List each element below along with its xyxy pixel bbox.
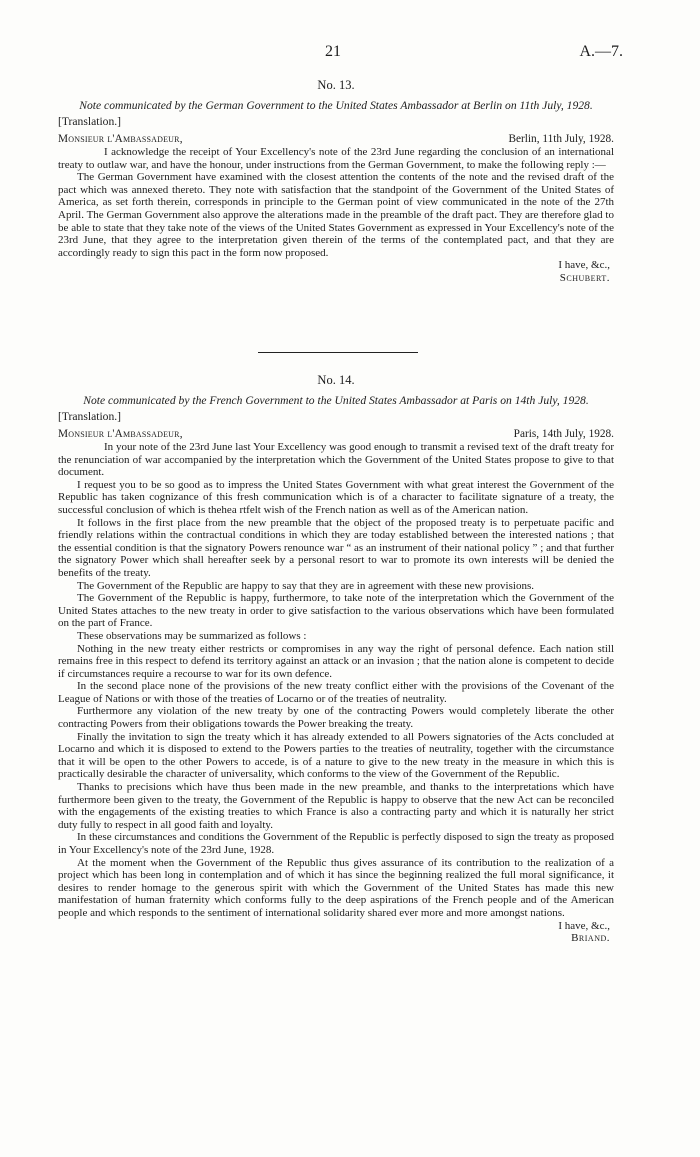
paragraph: The German Government have examined with the closest attention the contents of the note and the revised draft of the pact which was annexed thereto. They note with satisfaction that the standpoint of the Government of the United States of America, as set forth therein, corresponds in principle to the German point of view communicated in the note of the 27th April. The German Government also approve the alterations made in the preamble of the draft pact. They are therefore glad to be able to state that they take note of the views of the United States Government as expressed in Your Excellency's note of the 23rd June, that they agree to the interpretation given therein of the terms of the contemplated pact, and that they are accordingly ready to sign this pact in the form now proposed. (58, 171, 614, 259)
note-intro: Note communicated by the French Government to the United States Ambassador at Paris on 14th July, 1928. (83, 394, 589, 407)
note-no-14 (58, 373, 614, 945)
note-number: No. 13. (317, 78, 355, 92)
section-divider (258, 352, 418, 353)
paragraph: I request you to be so good as to impress the United States Government with what great interest the Government of the Republic has taken cognizance of this fresh communication which is of a character to facilitate signature of a treaty, the successful conclusion of which is thehea rtfelt wish of the French nation as well as of the American nation. (58, 478, 614, 516)
signatory: Briand. (571, 932, 610, 945)
document-reference: A.—7. (579, 43, 623, 60)
note-number: No. 14. (317, 373, 355, 387)
translation-label: [Translation.] (58, 114, 122, 128)
paragraph: I acknowledge the receipt of Your Excellency's note of the 23rd June regarding the conclusion of an international treaty to outlaw war, and have the honour, under instructions from the German Government, to make the following reply :— (58, 146, 614, 171)
paragraph: These observations may be summarized as follows : (77, 629, 307, 642)
paragraph: In the second place none of the provisions of the new treaty conflict either with the provisions of the Covenant of the League of Nations or with those of the treaties of Locarno or of the treaties of neutrality. (58, 680, 614, 705)
note-no-13 (58, 78, 614, 285)
paragraph: Thanks to precisions which have thus been made in the new preamble, and thanks to the interpretations which have furthermore been given to the treaty, the Government of the Republic is happy to observe that the new Act can be reconciled with the engagements of the existing treaties to which France is also a contracting party and which it is naturally her strict duty fully to respect in all good faith and loyalty. (58, 781, 614, 831)
salutation-line (58, 133, 614, 147)
paragraph: In these circumstances and conditions the Government of the Republic is perfectly disposed to sign the treaty as proposed in Your Excellency's note of the 23rd June, 1928. (58, 831, 614, 856)
paragraph: At the moment when the Government of the Republic thus gives assurance of its contribution to the realization of a project which has been long in contemplation and of which it has since the beginning realized the full moral significance, it desires to render homage to the generous spirit with which the Government of the United States has made this new manifestation of human fraternity which conforms fully to the deep aspirations of the French people and of the American people and which responds to the sentiment of international solidarity shared ever more and more amongst nations. (58, 856, 614, 919)
paragraph: Nothing in the new treaty either restricts or compromises in any way the right of personal defence. Each nation still remains free in this respect to defend its territory against an attack or an invasion ; that the nation alone is competent to decide if circumstances require a recourse to war for its own defence. (58, 642, 614, 680)
closing: I have, &c., (558, 259, 610, 272)
salutation: Monsieur l'Ambassadeur, (58, 427, 183, 440)
paragraph: Furthermore any violation of the new treaty by one of the contracting Powers would completely liberate the other contracting Powers from their obligations towards the Power breaking the treaty. (58, 705, 614, 731)
paragraph: The Government of the Republic is happy, furthermore, to take note of the interpretation which the Government of the United States attaches to the new treaty in order to give satisfaction to the various observations which have been formulated on the part of France. (58, 592, 614, 630)
note-body (58, 146, 614, 259)
signatory: Schubert. (559, 271, 610, 284)
closing: I have, &c., (558, 919, 610, 932)
note-intro: Note communicated by the German Government to the United States Ambassador at Berlin on 11th July, 1928. (79, 99, 593, 112)
translation-label: [Translation.] (58, 409, 122, 423)
salutation: Monsieur l'Ambassadeur, (58, 132, 183, 145)
note-body (58, 441, 614, 920)
paragraph: In your note of the 23rd June last Your Excellency was good enough to transmit a revised text of the draft treaty for the renunciation of war accompanied by the interpretation which the Government of the United States propose to give to that document. (58, 441, 614, 479)
paragraph: The Government of the Republic are happy to say that they are in agreement with these new provisions. (77, 579, 534, 592)
place-date: Berlin, 11th July, 1928. (508, 132, 614, 145)
paragraph: It follows in the first place from the new preamble that the object of the proposed treaty is to perpetuate pacific and friendly relations within the contractual conditions in which they are today established between the interested nations ; that the essential condition is that the signatory Powers renounce war “ as an instrument of their national policy ” ; and that further the signatory Power which shall hereafter seek by a personal resort to war to promote its own interests will be denied the benefits of the treaty. (58, 516, 614, 579)
place-date: Paris, 14th July, 1928. (513, 427, 614, 440)
salutation-line (58, 428, 614, 442)
paragraph: Finally the invitation to sign the treaty which it has already extended to all Powers signatories of the Acts concluded at Locarno and which it is disposed to extend to the Powers parties to the treaties of neutrality, together with the circumstance that it will be open to the other Powers to accede, is of a nature to give to the new treaty in the measure in which this is practically desirable the character of universality, which conforms to the view of the Government of the Republic. (58, 730, 614, 781)
page-number: 21 (325, 43, 341, 60)
running-header (0, 43, 700, 63)
